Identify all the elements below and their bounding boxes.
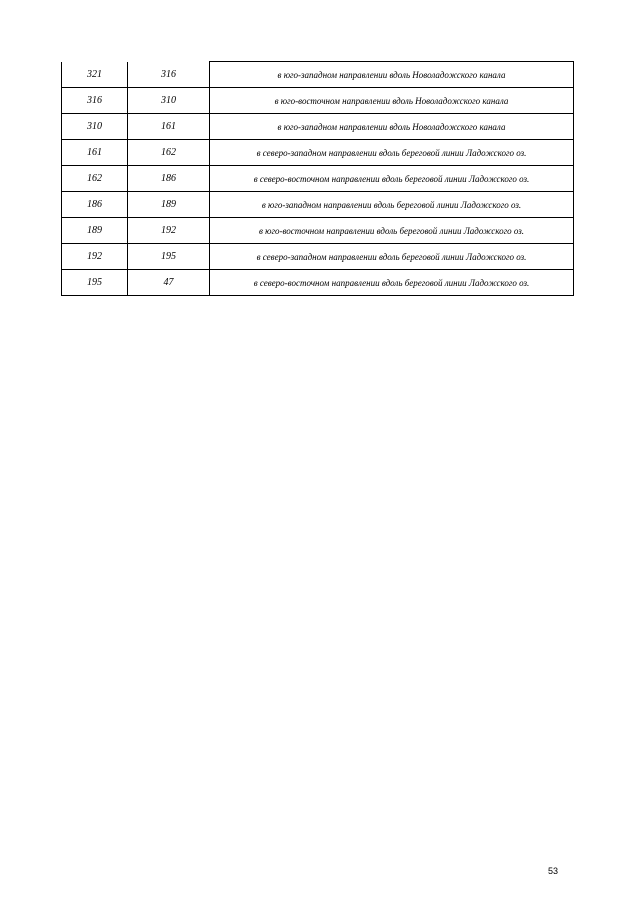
direction-description-cell: в юго-западном направлении вдоль Новоладожского канала <box>210 62 574 88</box>
table-row <box>62 166 574 192</box>
direction-description-cell: в северо-восточном направлении вдоль береговой линии Ладожского оз. <box>210 166 574 192</box>
start-point-cell: 161 <box>62 140 128 166</box>
direction-description-cell: в северо-восточном направлении вдоль береговой линии Ладожского оз. <box>210 270 574 296</box>
table-row <box>62 244 574 270</box>
start-point-cell: 316 <box>62 88 128 114</box>
start-point-cell: 189 <box>62 218 128 244</box>
table-row <box>62 218 574 244</box>
end-point-cell: 189 <box>128 192 210 218</box>
end-point-cell: 195 <box>128 244 210 270</box>
direction-description-cell: в юго-восточном направлении вдоль береговой линии Ладожского оз. <box>210 218 574 244</box>
end-point-cell: 161 <box>128 114 210 140</box>
end-point-cell: 316 <box>128 62 210 88</box>
end-point-cell: 186 <box>128 166 210 192</box>
table-row <box>62 270 574 296</box>
end-point-cell: 162 <box>128 140 210 166</box>
table-row <box>62 114 574 140</box>
table-row <box>62 140 574 166</box>
end-point-cell: 47 <box>128 270 210 296</box>
direction-description-cell: в юго-восточном направлении вдоль Новоладожского канала <box>210 88 574 114</box>
direction-description-cell: в северо-западном направлении вдоль береговой линии Ладожского оз. <box>210 244 574 270</box>
end-point-cell: 310 <box>128 88 210 114</box>
start-point-cell: 310 <box>62 114 128 140</box>
table-row <box>62 88 574 114</box>
boundary-table-body <box>62 62 574 296</box>
start-point-cell: 192 <box>62 244 128 270</box>
table-row <box>62 62 574 88</box>
table-row <box>62 192 574 218</box>
direction-description-cell: в юго-западном направлении вдоль береговой линии Ладожского оз. <box>210 192 574 218</box>
start-point-cell: 195 <box>62 270 128 296</box>
end-point-cell: 192 <box>128 218 210 244</box>
start-point-cell: 321 <box>62 62 128 88</box>
page-number: 53 <box>548 866 559 876</box>
direction-description-cell: в северо-западном направлении вдоль береговой линии Ладожского оз. <box>210 140 574 166</box>
boundary-table <box>61 61 574 296</box>
start-point-cell: 186 <box>62 192 128 218</box>
direction-description-cell: в юго-западном направлении вдоль Новоладожского канала <box>210 114 574 140</box>
start-point-cell: 162 <box>62 166 128 192</box>
